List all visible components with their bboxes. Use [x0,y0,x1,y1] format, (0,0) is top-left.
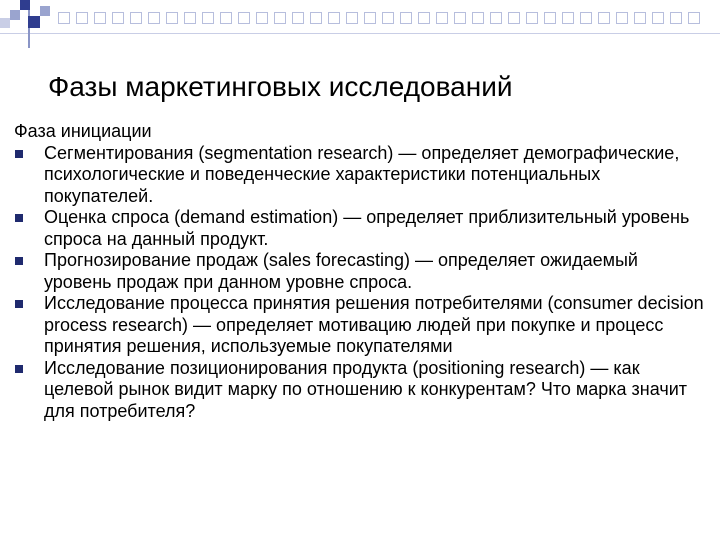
square-bullet-icon [15,300,23,308]
decor-square [670,12,682,24]
decor-square [220,12,232,24]
phase-label: Фаза инициации [14,121,152,141]
decor-square [382,12,394,24]
decor-square [292,12,304,24]
decor-square [436,12,448,24]
decor-square [256,12,268,24]
decor-square [28,16,40,28]
decor-square [400,12,412,24]
list-item-text: Сегментирования (segmentation research) — определяет демографические, психологические и поведенческие характеристики потенциальных покупателей. [44,142,680,206]
decor-square [562,12,574,24]
decor-square [634,12,646,24]
square-bullet-icon [15,150,23,158]
bullet-list [14,143,704,423]
decor-square [76,12,88,24]
decor-square [544,12,556,24]
decor-square [166,12,178,24]
decor-square [616,12,628,24]
decor-square [20,0,30,10]
decor-square [238,12,250,24]
decor-square [688,12,700,24]
decor-square [0,18,10,28]
decor-square [652,12,664,24]
list-item [14,293,704,358]
decor-square [454,12,466,24]
list-item [14,250,704,293]
decor-square [472,12,484,24]
slide-body [14,121,704,422]
list-item-text: Исследование позиционирования продукта (positioning research) — как целевой рынок видит марку по отношению к конкурентам? Что марка значит для потребителя? [44,357,688,421]
decor-square [364,12,376,24]
decor-square [202,12,214,24]
slide-title: Фазы маркетинговых исследований [48,70,513,102]
decor-square [184,12,196,24]
list-item-text: Исследование процесса принятия решения потребителями (consumer decision process research) — определяет мотивацию людей при покупке и процесс принятия решения, используемые покупателями [44,293,704,356]
decor-square [418,12,430,24]
decor-square [580,12,592,24]
header-rule [0,33,720,34]
decor-square [274,12,286,24]
list-item-text: Оценка спроса (demand estimation) — определяет приблизительный уровень спроса на данный продукт. [44,207,690,249]
square-bullet-icon [15,365,23,373]
decor-square [310,12,322,24]
list-item-text: Прогнозирование продаж (sales forecasting) — определяет ожидаемый уровень продаж при данном уровне спроса. [44,250,638,292]
decor-square [526,12,538,24]
list-item [14,143,704,208]
decor-square [40,6,50,16]
decor-square [598,12,610,24]
decor-square [94,12,106,24]
decor-square [10,10,20,20]
square-bullet-icon [15,214,23,222]
decor-square [328,12,340,24]
decor-square [490,12,502,24]
decor-square [508,12,520,24]
decor-square [58,12,70,24]
decor-square [130,12,142,24]
list-item [14,207,704,250]
list-item [14,358,704,423]
decor-square [112,12,124,24]
square-bullet-icon [15,257,23,265]
decor-square [346,12,358,24]
decor-square [148,12,160,24]
